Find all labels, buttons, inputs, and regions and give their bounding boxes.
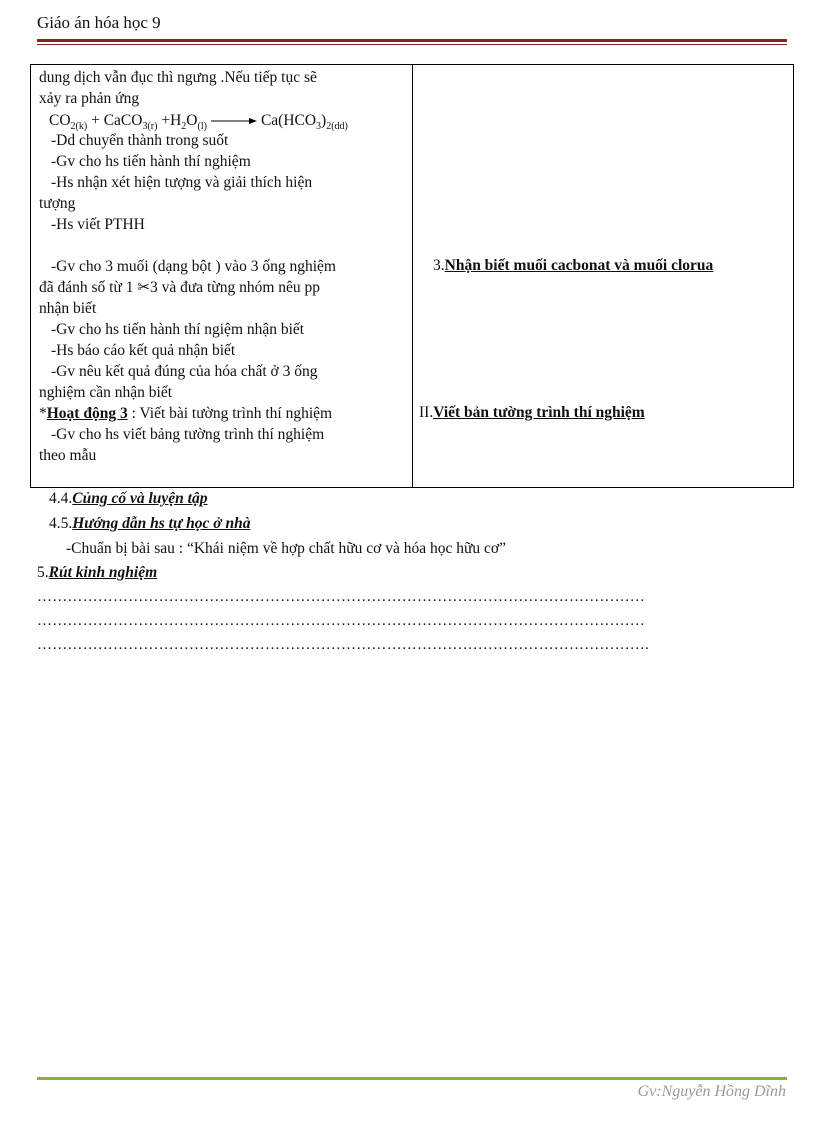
lesson-table bbox=[30, 64, 794, 488]
left-line-14: -Gv nêu kết quả đúng của hóa chất ở 3 ống bbox=[51, 363, 318, 380]
eq-o: O bbox=[186, 112, 198, 129]
eq-product-sub1: 3 bbox=[316, 121, 322, 133]
left-line-4: -Dd chuyển thành trong suốt bbox=[51, 132, 229, 149]
left-line-17: -Gv cho hs viết bảng tường trình thí nghiệm bbox=[51, 426, 325, 443]
section-5-title: Rút kinh nghiệm bbox=[48, 564, 158, 581]
section-4-5-number: 4.5. bbox=[49, 515, 73, 532]
section-3-heading bbox=[433, 257, 713, 275]
activity-3-heading bbox=[39, 404, 332, 424]
section-II-number: II. bbox=[419, 404, 434, 421]
section-4-4 bbox=[49, 490, 207, 508]
left-line-18: theo mẫu bbox=[39, 447, 97, 464]
header-rule-thin bbox=[37, 44, 787, 45]
left-line-11: nhận biết bbox=[39, 300, 97, 317]
left-line-12: -Gv cho hs tiến hành thí ngiệm nhận biết bbox=[51, 321, 305, 338]
eq-h2-sub: 2 bbox=[181, 121, 187, 133]
left-line-2: xảy ra phản ứng bbox=[39, 90, 140, 107]
section-5 bbox=[37, 564, 157, 582]
eq-plus-caco3: + CaCO bbox=[87, 112, 143, 129]
section-3-title: Nhận biết muối cacbonat và muối clorua bbox=[444, 257, 714, 274]
left-line-9: -Gv cho 3 muối (dạng bột ) vào 3 ống nghiệm bbox=[51, 258, 336, 275]
footer-rule bbox=[37, 1077, 787, 1080]
chemical-equation bbox=[49, 112, 348, 132]
left-line-15: nghiệm cần nhận biết bbox=[39, 384, 172, 401]
left-line-10a: đã đánh số từ 1 bbox=[39, 279, 138, 296]
eq-product-close: ) bbox=[321, 112, 327, 129]
activity-3-rest: : Viết bài tường trình thí nghiệm bbox=[127, 405, 333, 422]
eq-co2: CO bbox=[49, 112, 71, 129]
eq-product: Ca(HCO bbox=[260, 112, 317, 129]
header-rule bbox=[37, 39, 787, 42]
section-4-5 bbox=[49, 515, 250, 533]
left-line-10b: 3 và đưa từng nhóm nêu pp bbox=[149, 279, 321, 296]
left-line-10 bbox=[39, 278, 320, 298]
section-3-number: 3. bbox=[433, 257, 445, 274]
left-line-8: -Hs viết PTHH bbox=[51, 216, 145, 233]
eq-l-sub: (l) bbox=[197, 121, 207, 133]
activity-3-star: * bbox=[39, 405, 47, 422]
left-line-1: dung dịch vẫn đục thì ngưng .Nếu tiếp tục sẽ bbox=[39, 69, 317, 86]
section-II-heading bbox=[419, 404, 645, 422]
section-4-4-number: 4.4. bbox=[49, 490, 73, 507]
footer-signature: Gv:Nguyễn Hồng Dĩnh bbox=[637, 1083, 786, 1100]
section-5-number: 5. bbox=[37, 564, 49, 581]
left-line-6: -Hs nhận xét hiện tượng và giải thích hiện bbox=[51, 174, 313, 191]
dotted-line-3: …………………………………………………………………………………………………………. bbox=[37, 637, 649, 653]
eq-product-sub2: 2(dd) bbox=[326, 121, 348, 133]
activity-3-label: Hoạt động 3 bbox=[46, 405, 128, 422]
section-II-title: Viết bản tường trình thí nghiệm bbox=[433, 404, 645, 421]
left-line-7: tượng bbox=[39, 195, 76, 212]
column-divider bbox=[412, 65, 413, 487]
eq-plus-h: +H bbox=[157, 112, 182, 129]
section-4-4-title: Củng cố và luyện tập bbox=[72, 490, 208, 507]
preparation-note: -Chuẩn bị bài sau : “Khái niệm về hợp chất hữu cơ và hóa học hữu cơ” bbox=[66, 540, 506, 557]
left-line-5: -Gv cho hs tiến hành thí nghiệm bbox=[51, 153, 251, 170]
eq-caco3-sub: 3(r) bbox=[142, 121, 158, 133]
left-line-13: -Hs báo cáo kết quả nhận biết bbox=[51, 342, 236, 359]
dotted-line-2: ………………………………………………………………………………………………………… bbox=[37, 613, 645, 629]
scissors-icon: ✂ bbox=[137, 280, 150, 296]
dotted-line-1: ………………………………………………………………………………………………………… bbox=[37, 589, 645, 605]
page-header-title: Giáo án hóa học 9 bbox=[37, 13, 161, 32]
section-4-5-title: Hướng dẫn hs tự học ở nhà bbox=[72, 515, 251, 532]
eq-co2-sub: 2(k) bbox=[70, 121, 88, 133]
reaction-arrow-icon bbox=[211, 116, 257, 126]
